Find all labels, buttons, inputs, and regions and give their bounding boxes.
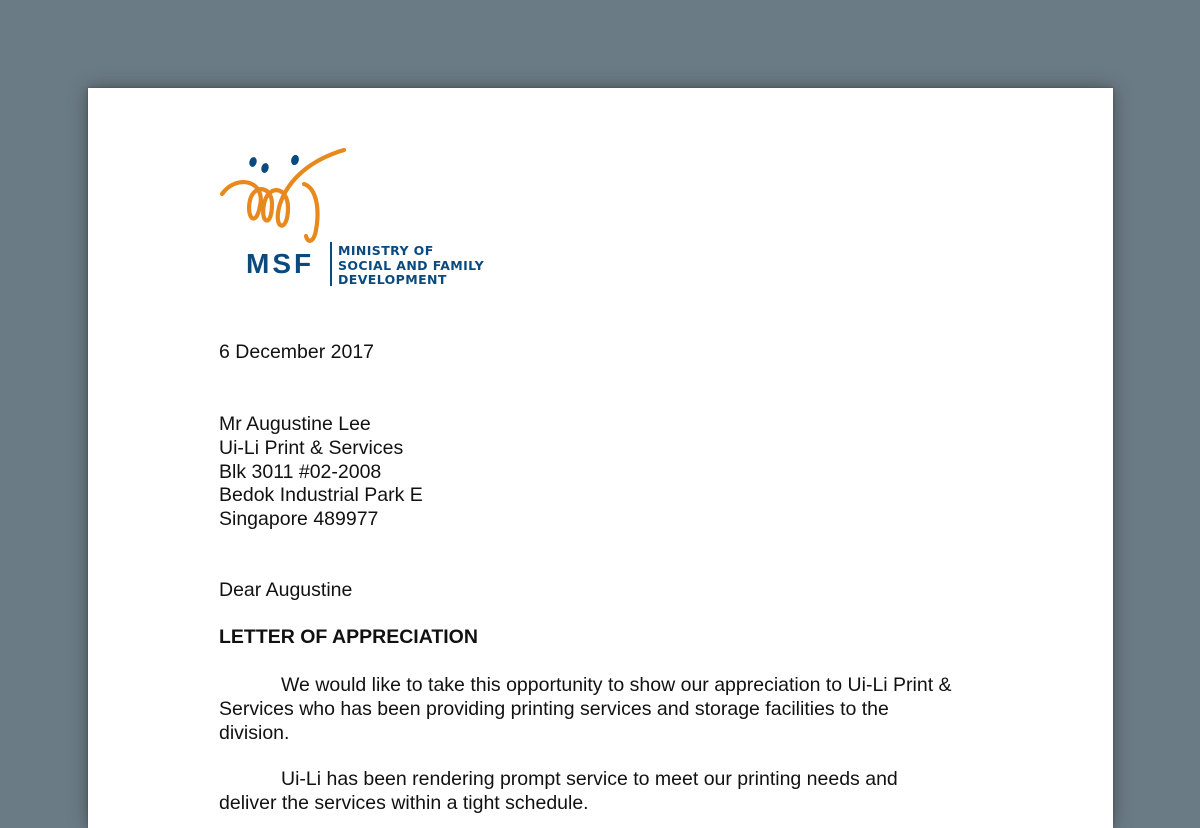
address-line: Ui-Li Print & Services (219, 436, 404, 459)
body-paragraph (219, 674, 1009, 745)
recipient-address (219, 413, 423, 532)
logo-abbreviation: MSF (246, 248, 315, 279)
logo-name-line: DEVELOPMENT (338, 272, 447, 287)
msf-logo (220, 148, 500, 293)
logo-name-line: SOCIAL AND FAMILY (338, 257, 485, 273)
paragraph-line: Ui-Li has been rendering prompt service to meet our printing needs and (281, 768, 898, 790)
logo-divider (330, 242, 332, 286)
address-line: Blk 3011 #02-2008 (219, 460, 382, 483)
letter-page (88, 88, 1113, 828)
salutation: Dear Augustine (219, 579, 353, 601)
address-line: Mr Augustine Lee (219, 413, 371, 435)
letter-subject: LETTER OF APPRECIATION (219, 626, 478, 648)
family-figures-icon (220, 148, 360, 248)
letter-date: 6 December 2017 (219, 341, 375, 363)
paragraph-line: We would like to take this opportunity to show our appreciation to Ui-Li Print & (281, 674, 952, 696)
logo-name-line: MINISTRY OF (338, 243, 434, 258)
body-paragraph (219, 768, 1009, 816)
paragraph-line: division. (219, 721, 290, 744)
paragraph-line: Services who has been providing printing services and storage facilities to the (219, 697, 889, 720)
address-line: Bedok Industrial Park E (219, 484, 423, 507)
paragraph-line: deliver the services within a tight schedule. (219, 791, 589, 814)
logo-ministry-name (338, 244, 484, 288)
address-line: Singapore 489977 (219, 508, 379, 531)
